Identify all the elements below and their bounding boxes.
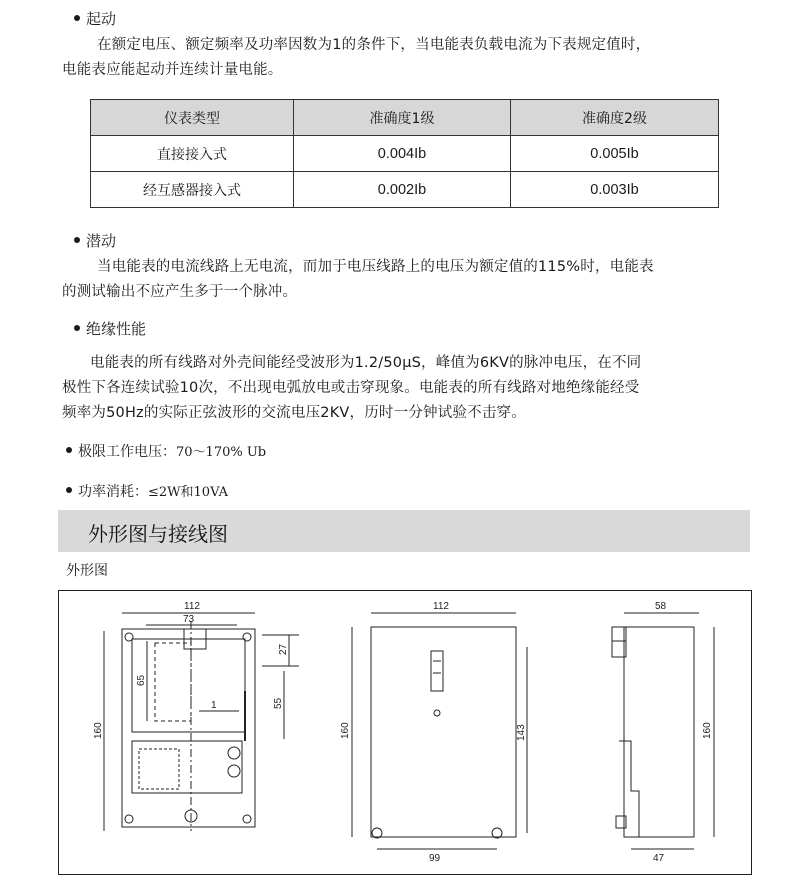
table-row bbox=[91, 172, 719, 208]
section-header bbox=[58, 510, 750, 552]
dim-side-47: 47 bbox=[653, 853, 665, 864]
section-title: 外形图与接线图 bbox=[88, 522, 228, 546]
table-row bbox=[91, 136, 719, 172]
dim-back-99: 99 bbox=[429, 853, 441, 864]
mount-hole-icon bbox=[243, 633, 251, 641]
creep-para-line-2: 的测试输出不应产生多于一个脉冲。 bbox=[62, 284, 298, 300]
start-heading bbox=[74, 8, 116, 29]
power-item bbox=[66, 481, 228, 501]
screw-icon bbox=[228, 747, 240, 759]
front-window bbox=[132, 639, 245, 732]
start-para-line-2: 电能表应能起动并连续计量电能。 bbox=[62, 62, 283, 78]
insulation-title: 绝缘性能 bbox=[86, 320, 147, 338]
bullet-icon bbox=[74, 237, 80, 243]
dim-front-160: 160 bbox=[93, 722, 104, 739]
voltage-limit-label: 极限工作电压： bbox=[78, 444, 176, 460]
dim-front-65: 65 bbox=[136, 674, 147, 686]
start-para-line-1: 在额定电压、额定频率及功率因数为1的条件下，当电能表负载电流为下表规定值时， bbox=[97, 37, 651, 53]
insulation-para-line-2: 极性下各连续试验10次，不出现电弧放电或击穿现象。电能表的所有线路对地绝缘能经受 bbox=[62, 380, 640, 396]
table-cell: 0.005Ib bbox=[511, 136, 719, 172]
terminal-cover bbox=[132, 741, 242, 793]
mount-hole-icon bbox=[125, 815, 133, 823]
table-cell: 经互感器接入式 bbox=[91, 172, 294, 208]
dim-front-55: 55 bbox=[273, 697, 284, 709]
dim-side-58: 58 bbox=[655, 601, 667, 612]
table-header: 仪表类型 bbox=[91, 100, 294, 136]
table-header-row bbox=[91, 100, 719, 136]
voltage-limit-item bbox=[66, 441, 266, 461]
insulation-para-line-1: 电能表的所有线路对外壳间能经受波形为1.2/50μS，峰值为6KV的脉冲电压，在不同 bbox=[90, 355, 642, 371]
bullet-icon bbox=[66, 447, 72, 453]
table-cell: 直接接入式 bbox=[91, 136, 294, 172]
front-dashed-area bbox=[155, 643, 191, 721]
dim-front-112: 112 bbox=[184, 601, 200, 612]
dim-front-1: 1 bbox=[211, 700, 217, 711]
outline-drawing-svg bbox=[59, 591, 751, 874]
dim-back-160: 160 bbox=[340, 722, 351, 739]
dim-front-73: 73 bbox=[183, 614, 195, 625]
front-view bbox=[93, 601, 299, 831]
dim-side-160: 160 bbox=[702, 722, 713, 739]
creep-heading bbox=[74, 230, 116, 251]
side-outline bbox=[624, 627, 694, 837]
back-center-hole-icon bbox=[434, 710, 440, 716]
mount-hole-icon bbox=[243, 815, 251, 823]
side-hook bbox=[619, 741, 639, 837]
bullet-icon bbox=[66, 487, 72, 493]
dim-front-27: 27 bbox=[278, 643, 289, 655]
mount-hole-icon bbox=[125, 633, 133, 641]
dim-back-143: 143 bbox=[516, 724, 527, 741]
voltage-limit-value: 70～170% Ub bbox=[176, 445, 267, 460]
creep-title: 潜动 bbox=[86, 232, 117, 250]
table-cell: 0.002Ib bbox=[294, 172, 511, 208]
back-view bbox=[340, 601, 527, 864]
figure-label: 外形图 bbox=[66, 563, 108, 579]
start-title: 起动 bbox=[86, 10, 117, 28]
bullet-icon bbox=[74, 325, 80, 331]
side-view bbox=[612, 601, 714, 864]
bullet-icon bbox=[74, 15, 80, 21]
dim-back-112: 112 bbox=[433, 601, 449, 612]
start-current-table bbox=[90, 99, 719, 208]
insulation-para-line-3: 频率为50Hz的实际正弦波形的交流电压2KV，历时一分钟试验不击穿。 bbox=[62, 405, 526, 421]
terminal-area bbox=[139, 749, 179, 789]
front-outline bbox=[122, 629, 255, 827]
table-cell: 0.003Ib bbox=[511, 172, 719, 208]
insulation-heading bbox=[74, 318, 146, 339]
table-cell: 0.004Ib bbox=[294, 136, 511, 172]
back-latch bbox=[431, 651, 443, 691]
outline-drawing bbox=[58, 590, 752, 875]
power-label: 功率消耗： bbox=[78, 484, 148, 500]
table-header: 准确度2级 bbox=[511, 100, 719, 136]
table-header: 准确度1级 bbox=[294, 100, 511, 136]
power-value: ≤2W和10VA bbox=[148, 485, 228, 500]
creep-para-line-1: 当电能表的电流线路上无电流，而加于电压线路上的电压为额定值的115%时，电能表 bbox=[97, 259, 654, 275]
screw-icon bbox=[228, 765, 240, 777]
